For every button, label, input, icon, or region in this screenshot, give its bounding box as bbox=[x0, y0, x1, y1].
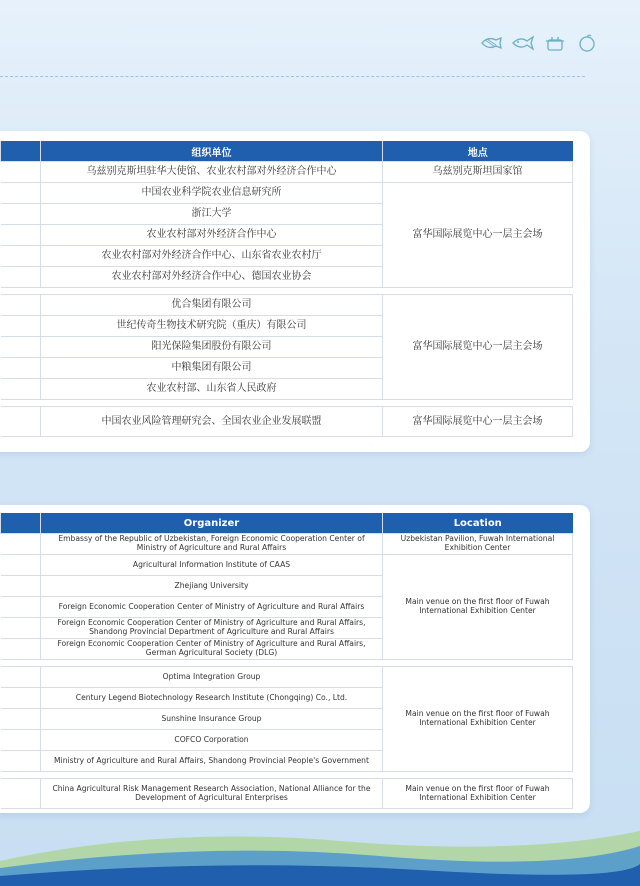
en-table-card bbox=[0, 505, 590, 813]
organizer-cell: Foreign Economic Cooperation Center of Ministry of Agriculture and Rural Affairs bbox=[41, 597, 383, 618]
organizer-cell: 农业农村部、山东省人民政府 bbox=[41, 379, 383, 400]
organizer-cell: 中粮集团有限公司 bbox=[41, 358, 383, 379]
fish-icon bbox=[480, 34, 502, 52]
table-row bbox=[1, 667, 573, 688]
location-cell: Main venue on the first floor of Fuwah International Exhibition Center bbox=[383, 779, 573, 809]
zh-schedule-table bbox=[0, 141, 573, 437]
organizer-cell: Foreign Economic Cooperation Center of Ministry of Agriculture and Rural Affairs, German Agricultural Society (DLG) bbox=[41, 639, 383, 660]
header-location-en: Location bbox=[383, 513, 573, 534]
cooking-pot-icon bbox=[544, 34, 566, 52]
organizer-cell: Optima Integration Group bbox=[41, 667, 383, 688]
header-icons bbox=[480, 34, 598, 52]
table-row bbox=[1, 183, 573, 204]
organizer-cell: 世纪传奇生物技术研究院（重庆）有限公司 bbox=[41, 316, 383, 337]
fruit-icon bbox=[576, 34, 598, 52]
table-row bbox=[1, 534, 573, 555]
location-cell: Main venue on the first floor of Fuwah International Exhibition Center bbox=[383, 667, 573, 772]
decorative-wave bbox=[0, 806, 640, 886]
organizer-cell: 中国农业风险管理研究会、全国农业企业发展联盟 bbox=[41, 407, 383, 437]
organizer-cell: China Agricultural Risk Management Research Association, National Alliance for the Development of Agricultural Enterprises bbox=[41, 779, 383, 809]
location-cell: 乌兹别克斯坦国家馆 bbox=[383, 162, 573, 183]
table-row bbox=[1, 407, 573, 437]
location-cell: 富华国际展览中心一层主会场 bbox=[383, 295, 573, 400]
organizer-cell: 乌兹别克斯坦驻华大使馆、农业农村部对外经济合作中心 bbox=[41, 162, 383, 183]
organizer-cell: Zhejiang University bbox=[41, 576, 383, 597]
location-cell: Uzbekistan Pavilion, Fuwah International Exhibition Center bbox=[383, 534, 573, 555]
header-organizer-zh: 组织单位 bbox=[41, 141, 383, 162]
organizer-cell: Agricultural Information Institute of CAAS bbox=[41, 555, 383, 576]
table-row bbox=[1, 162, 573, 183]
zh-table-card bbox=[0, 131, 590, 452]
organizer-cell: 农业农村部对外经济合作中心 bbox=[41, 225, 383, 246]
header-location-zh: 地点 bbox=[383, 141, 573, 162]
table-row bbox=[1, 295, 573, 316]
fish-icon bbox=[512, 34, 534, 52]
organizer-cell: 浙江大学 bbox=[41, 204, 383, 225]
organizer-cell: COFCO Corporation bbox=[41, 730, 383, 751]
organizer-cell: Foreign Economic Cooperation Center of Ministry of Agriculture and Rural Affairs, Shandong Provincial Department of Agriculture and Rural Affairs bbox=[41, 618, 383, 639]
organizer-cell: Century Legend Biotechnology Research Institute (Chongqing) Co., Ltd. bbox=[41, 688, 383, 709]
header-organizer-en: Organizer bbox=[41, 513, 383, 534]
organizer-cell: Embassy of the Republic of Uzbekistan, Foreign Economic Cooperation Center of Ministry of Agriculture and Rural Affairs bbox=[41, 534, 383, 555]
table-row bbox=[1, 555, 573, 576]
top-divider bbox=[0, 76, 585, 77]
organizer-cell: 农业农村部对外经济合作中心、山东省农业农村厅 bbox=[41, 246, 383, 267]
en-schedule-table bbox=[0, 513, 573, 809]
organizer-cell: 优合集团有限公司 bbox=[41, 295, 383, 316]
location-cell: Main venue on the first floor of Fuwah International Exhibition Center bbox=[383, 555, 573, 660]
organizer-cell: Ministry of Agriculture and Rural Affairs, Shandong Provincial People's Government bbox=[41, 751, 383, 772]
organizer-cell: 农业农村部对外经济合作中心、德国农业协会 bbox=[41, 267, 383, 288]
organizer-cell: 中国农业科学院农业信息研究所 bbox=[41, 183, 383, 204]
organizer-cell: Sunshine Insurance Group bbox=[41, 709, 383, 730]
organizer-cell: 阳光保险集团股份有限公司 bbox=[41, 337, 383, 358]
location-cell: 富华国际展览中心一层主会场 bbox=[383, 183, 573, 288]
location-cell: 富华国际展览中心一层主会场 bbox=[383, 407, 573, 437]
table-row bbox=[1, 779, 573, 809]
